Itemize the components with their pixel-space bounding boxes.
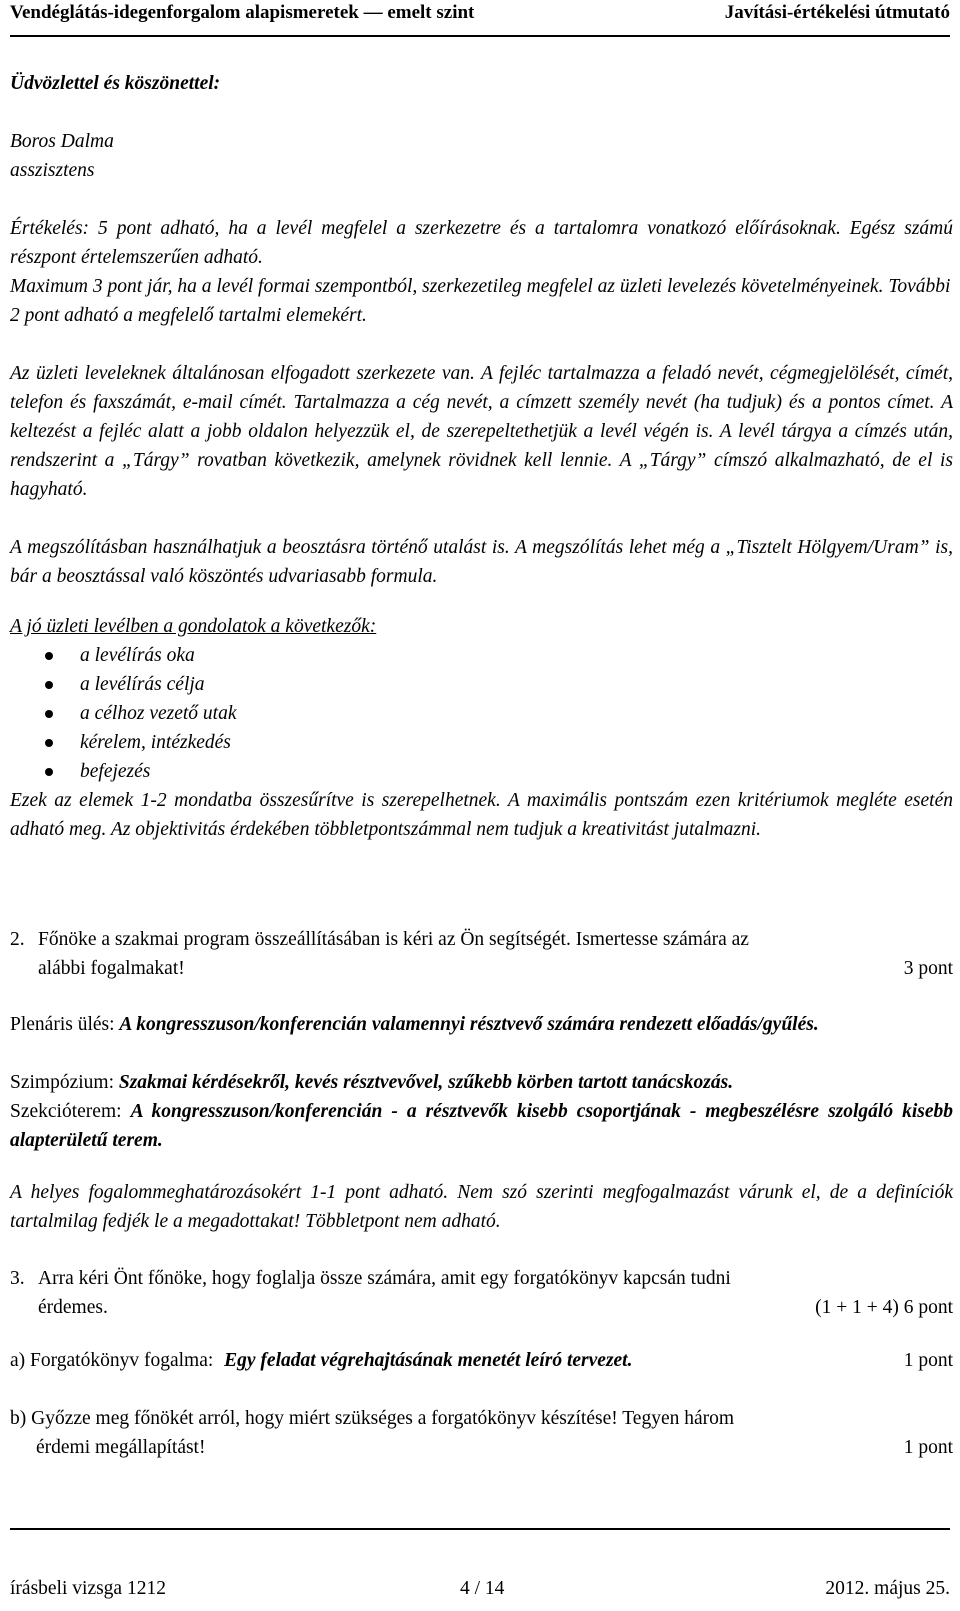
list-item-text: kérelem, intézkedés [80,732,231,753]
list-item [10,641,910,670]
bullet-icon [45,739,53,747]
subquestion-b-line-2 [10,1433,953,1462]
question-number: 2. [10,929,25,950]
list-item-text: a célhoz vezető utak [80,703,237,724]
definition-term: Szimpózium: [10,1072,114,1093]
question-2-line-2 [10,954,953,983]
thoughts-intro-text: A jó üzleti levélben a gondolatok a következők: [10,616,377,637]
footer-exam-id: írásbeli vizsga 1212 [10,1578,166,1599]
definition-symposium [10,1068,953,1097]
thoughts-note: Ezek az elemek 1-2 mondatba összesűrítve is szerepelhetnek. A maximális pontszám ezen kritériumok megléte esetén adható meg. Az objektivitás érdekében többletpontszámmal nem tudjuk a kreativitást jutalmazni. [10,790,953,840]
footer-date: 2012. május 25. [825,1578,950,1599]
salutation-paragraph: A megszólításban használhatjuk a beosztásra történő utalást is. A megszólítás lehet még a „Tisztelt Hölgyem/Uram” is, bár a beosztással való köszöntés udvariasabb formula. [10,537,953,587]
header-guide-label: Javítási-értékelési útmutató [724,2,950,23]
definition-scoring-note: A helyes fogalommeghatározásokért 1-1 pont adható. Nem szó szerinti megfogalmazást várunk el, de a definíciók tartalmilag fedjék le a megadottakat! Többletpont nem adható. [10,1182,953,1232]
list-item [10,699,910,728]
header-rule [10,35,950,37]
definition-term: Szekcióterem: [10,1101,122,1122]
list-item-text: befejezés [80,761,151,782]
question-number: 3. [10,1268,25,1289]
question-3-line-2-text: érdemes. [38,1297,108,1318]
page-header [10,2,950,32]
definition-term: Plenáris ülés: [10,1014,115,1035]
subquestion-points: 1 pont [903,1350,953,1371]
question-points: (1 + 1 + 4) 6 pont [815,1297,953,1318]
list-item-text: a levélírás oka [80,645,195,666]
letter-structure-paragraph: Az üzleti leveleknek általánosan elfogadott szerkezete van. A fejléc tartalmazza a feladó nevét, cégmegjelölését, címét, telefon és faxszámát, e-mail címét. Tartalmazza a cég nevét, a címzett személy nevét (ha tudjuk) és a pontos címet. A keltezést a fejléc alatt a jobb oldalon helyezzük el, de szerepeltethetjük a levél végén is. A levél tárgya a címzés után, rendszerint a „Tárgy” rovatban következik, amelynek rövidnek kell lennie. A „Tárgy” címszó alkalmazható, de el is hagyható. [10,363,953,500]
signer-name: Boros Dalma [10,131,114,152]
question-2-line-1: Főnöke a szakmai program összeállításában is kéri az Ön segítségét. Ismertesse számára az [38,929,749,950]
question-points: 3 pont [903,958,953,979]
signer-role: asszisztens [10,160,95,181]
definition-text: Szakmai kérdésekről, kevés résztvevővel, szűkebb körben tartott tanácskozás. [118,1072,734,1093]
definition-text: A kongresszuson/konferencián valamennyi résztvevő számára rendezett előadás/gyűlés. [119,1014,819,1035]
question-3b [10,1404,953,1462]
subquestion-points: 1 pont [903,1437,953,1458]
bullet-icon [45,768,53,776]
bullet-icon [45,681,53,689]
letter-closing: Üdvözlettel és köszönettel: [10,73,221,94]
thoughts-list [10,641,910,786]
evaluation-paragraph-2: Maximum 3 pont jár, ha a levél formai szempontból, szerkezetileg megfelel az üzleti levelezés követelményeinek. További 2 pont adható a megfelelő tartalmi elemekért. [10,276,951,326]
question-3 [10,1264,953,1322]
subquestion-b-line-2-text: érdemi megállapítást! [36,1437,206,1458]
question-3a [10,1346,953,1375]
list-item-text: a levélírás célja [80,674,205,695]
definition-plenary [10,1010,953,1039]
question-2-line-2-text: alábbi fogalmakat! [38,958,185,979]
question-3-line-2 [10,1293,953,1322]
list-item [10,670,910,699]
bullet-icon [45,710,53,718]
question-3-line-1: Arra kéri Önt főnöke, hogy foglalja össze számára, amit egy forgatókönyv kapcsán tudni [38,1268,731,1289]
thoughts-intro [10,612,953,641]
footer-page-number: 4 / 14 [460,1578,505,1599]
footer-rule [10,1528,950,1530]
definition-section-room [10,1097,953,1155]
definition-text: A kongresszuson/konferencián - a résztvevők kisebb csoportjának - megbeszélésre szolgáló kisebb alapterületű terem. [10,1101,953,1151]
subquestion-answer: Egy feladat végrehajtásának menetét leíró tervezet. [224,1350,633,1371]
bullet-icon [45,652,53,660]
header-title: Vendéglátás-idegenforgalom alapismeretek — emelt szint [10,2,475,23]
evaluation-paragraph-1: Értékelés: 5 pont adható, ha a levél megfelel a szerkezetre és a tartalomra vonatkozó előírásoknak. Egész számú részpont értelemszerűen adható. [10,218,953,268]
question-2 [10,925,953,983]
subquestion-label: a) Forgatókönyv fogalma: [10,1350,214,1371]
list-item [10,728,910,757]
list-item [10,757,910,786]
subquestion-b-line-1: b) Győzze meg főnökét arról, hogy miért szükséges a forgatókönyv készítése! Tegyen három [10,1408,735,1429]
